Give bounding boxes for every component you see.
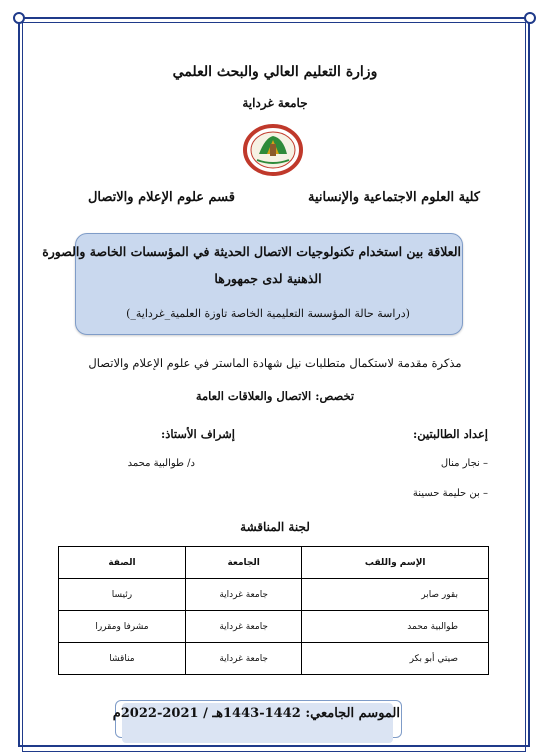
column-header-university: الجامعة <box>185 547 302 579</box>
jury-member-role: مناقشا <box>59 643 186 675</box>
specialty: تخصص: الاتصال والعلاقات العامة <box>195 389 355 403</box>
column-header-name: الإسم واللقب <box>302 547 489 579</box>
jury-member-name: بقور صابر <box>302 579 489 611</box>
jury-member-university: جامعة غرداية <box>185 611 302 643</box>
student-name: بن حليمة حسينة <box>412 488 480 499</box>
supervisor-name: د/ طوالبية محمد <box>127 458 195 469</box>
frame-corner-ornament <box>524 12 536 24</box>
jury-member-university: جامعة غرداية <box>185 579 302 611</box>
bullet-dash: – <box>483 488 488 499</box>
student-1 <box>441 458 488 469</box>
student-2 <box>413 488 488 499</box>
university-name: جامعة غرداية <box>242 96 308 110</box>
student-name: نجار منال <box>440 458 480 469</box>
university-seal-icon <box>243 124 303 176</box>
thesis-title-line2: الذهنية لدى جمهورها <box>214 271 322 286</box>
jury-table <box>58 546 489 675</box>
jury-member-role: رئيسا <box>59 579 186 611</box>
jury-member-role: مشرفا ومقررا <box>59 611 186 643</box>
department-name: قسم علوم الإعلام والاتصال <box>87 190 235 205</box>
thesis-title-line1: العلاقة بين استخدام تكنولوجيات الاتصال الحديثة في المؤسسات الخاصة والصورة <box>42 244 461 259</box>
jury-heading: لجنة المناقشة <box>240 520 310 534</box>
academic-season: الموسم الجامعي: 1442-1443هـ / 2021-2022م <box>112 706 400 721</box>
table-row <box>59 579 489 611</box>
table-row <box>59 611 489 643</box>
memo-statement: مذكرة مقدمة لاستكمال متطلبات نيل شهادة الماستر في علوم الإعلام والاتصال <box>88 356 462 370</box>
jury-member-university: جامعة غرداية <box>185 643 302 675</box>
jury-member-name: طوالبية محمد <box>302 611 489 643</box>
supervision-label: إشراف الأستاذ: <box>160 427 235 441</box>
prepared-by-label: إعداد الطالبتين: <box>413 427 488 441</box>
frame-corner-ornament <box>13 12 25 24</box>
case-study-subtitle: (دراسة حالة المؤسسة التعليمية الخاصة تاوزة العلمية_غرداية_) <box>126 307 410 320</box>
faculty-name: كلية العلوم الاجتماعية والإنسانية <box>308 190 480 205</box>
table-header-row <box>59 547 489 579</box>
jury-member-name: صيتي أبو بكر <box>302 643 489 675</box>
column-header-role: الصفة <box>59 547 186 579</box>
table-row <box>59 643 489 675</box>
bullet-dash: – <box>483 458 488 469</box>
ministry-name: وزارة التعليم العالي والبحث العلمي <box>172 64 378 80</box>
